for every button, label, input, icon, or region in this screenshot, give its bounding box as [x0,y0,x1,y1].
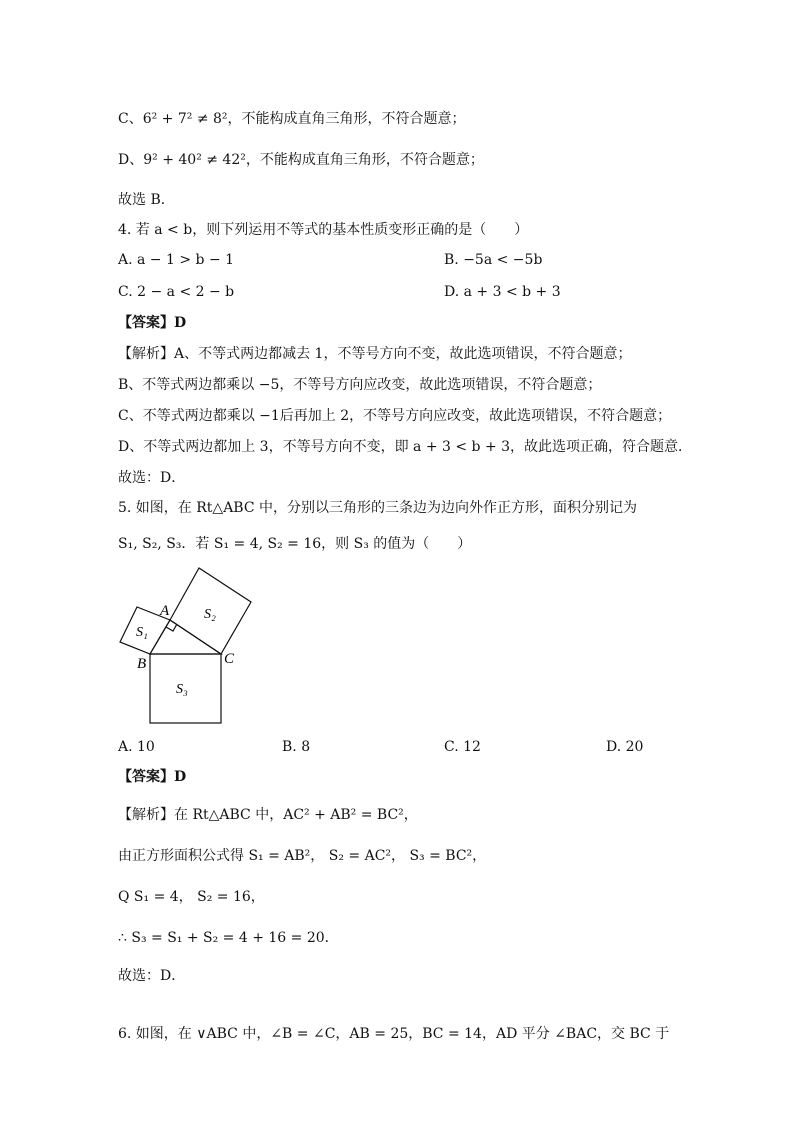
q5-explanation-2: 由正方形面积公式得 S₁ = AB²， S₂ = AC²， S₃ = BC²， [118,848,487,864]
q4-option-d: D. a + 3 < b + 3 [444,284,561,300]
q5-option-d: D. 20 [606,739,644,755]
q5-explanation-3: Q S₁ = 4， S₂ = 16， [118,889,265,905]
right-triangle-squares-figure [110,560,270,730]
q5-option-c: C. 12 [444,739,481,755]
triangle-abc [150,620,221,654]
q5-option-a: A. 10 [118,739,155,755]
q4-explanation-3: C、不等式两边都乘以 −1后再加上 2，不等号方向应改变，故此选项错误，不符合题意； [118,408,672,424]
label-s3: S₃ [176,682,188,697]
q4-option-b: B. −5a < −5b [444,252,543,268]
question-6: 6. 如图，在 ∨ABC 中，∠B = ∠C，AB = 25，BC = 14，AD 平分 ∠BAC，交 BC 于 [118,1026,670,1042]
q5-option-b: B. 8 [282,739,311,755]
q5-explanation-4: ∴ S₃ = S₁ + S₂ = 4 + 16 = 20． [118,930,339,946]
q5-explanation-1: 【解析】在 Rt△ABC 中，AC² + AB² = BC²， [118,807,418,823]
label-s1: S₁ [136,625,148,640]
label-a: A [160,603,170,619]
question-5-line-2: S₁, S₂, S₃．若 S₁ = 4, S₂ = 16，则 S₃ 的值为（ ） [118,536,472,552]
q4-explanation-4: D、不等式两边都加上 3，不等号方向不变，即 a + 3 < b + 3，故此选项正确，符合题意． [118,439,693,455]
q4-explanation-5: 故选：D． [118,470,186,486]
label-c: C [224,651,235,667]
q4-explanation-2: B、不等式两边都乘以 −5，不等号方向应改变，故此选项错误，不符合题意； [118,377,602,393]
q4-option-a: A. a − 1 > b − 1 [118,252,235,268]
q5-explanation-5: 故选：D． [118,968,186,984]
q4-explanation-1: 【解析】A、不等式两边都减去 1，不等号方向不变，故此选项错误，不符合题意； [118,346,632,362]
label-s2: S₂ [204,607,216,622]
question-5-line-1: 5. 如图，在 Rt△ABC 中，分别以三角形的三条边为边向外作正方形，面积分别记为 [118,500,638,516]
label-b: B [137,656,147,672]
q4-answer: 【答案】D [118,315,187,331]
q4-option-c: C. 2 − a < 2 − b [118,284,235,300]
line-option-c-prev: C、6² + 7² ≠ 8²，不能构成直角三角形，不符合题意； [118,111,466,127]
question-4: 4. 若 a < b，则下列运用不等式的基本性质变形正确的是（ ） [118,222,529,238]
q5-answer: 【答案】D [118,769,187,785]
line-choose-b: 故选 B． [118,192,175,208]
line-option-d-prev: D、9² + 40² ≠ 42²，不能构成直角三角形，不符合题意； [118,152,484,168]
